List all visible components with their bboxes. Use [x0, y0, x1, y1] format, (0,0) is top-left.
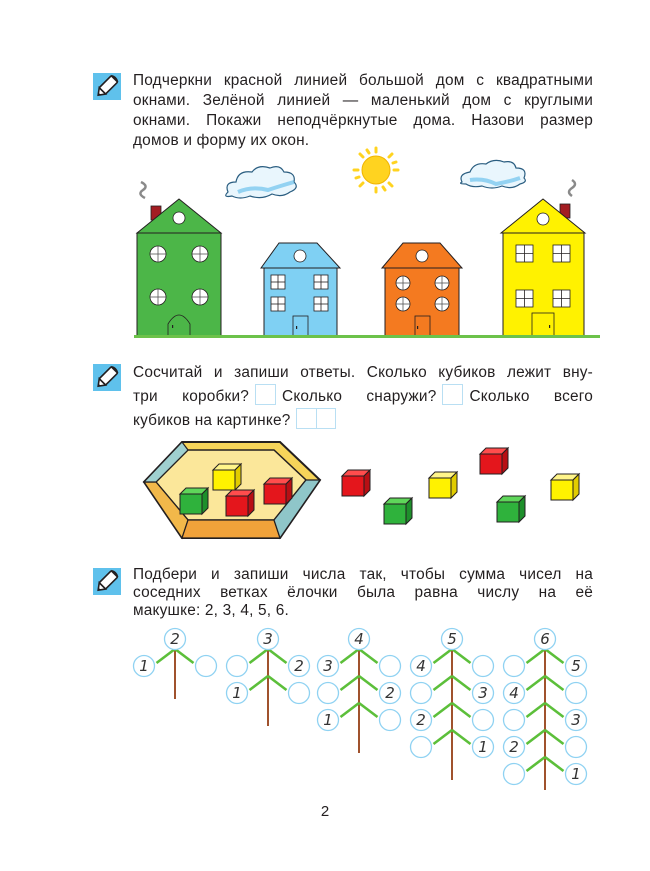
cube-yellow — [213, 464, 241, 490]
tree-top-circle[interactable] — [258, 629, 279, 650]
fir-tree — [318, 629, 401, 754]
question-total: Сколько всего — [469, 388, 593, 405]
branch-circle-right[interactable] — [566, 656, 587, 677]
tree-top-circle[interactable] — [349, 629, 370, 650]
svg-text:2: 2 — [509, 738, 519, 756]
task-1 — [93, 71, 593, 151]
svg-text:3: 3 — [323, 657, 333, 675]
branch-circle-right[interactable] — [566, 764, 587, 785]
svg-text:4: 4 — [416, 657, 426, 675]
branch-circle-left[interactable] — [318, 656, 339, 677]
task-text-line: окнами. Покажи неподчёркнутые дома. Назови размер — [133, 112, 593, 129]
cube-red — [342, 470, 370, 496]
cube-green — [497, 496, 525, 522]
fir-tree — [227, 629, 310, 727]
svg-text:1: 1 — [571, 765, 581, 783]
page-number: 2 — [320, 803, 330, 820]
task-3 — [93, 566, 593, 626]
cloud-icon — [461, 160, 526, 188]
answer-box-inside[interactable] — [255, 384, 276, 405]
branch-circle-left[interactable] — [411, 710, 432, 731]
task-text-line: Подбери и запиши числа так, чтобы сумма чисел на — [133, 566, 593, 583]
task-text-line — [133, 408, 593, 432]
svg-text:2: 2 — [416, 711, 426, 729]
svg-text:2: 2 — [385, 684, 395, 702]
branch-circle-right[interactable] — [566, 737, 587, 758]
pencil-icon — [93, 568, 121, 595]
branch-circle-right[interactable] — [380, 656, 401, 677]
houses-illustration — [120, 140, 600, 340]
cube-red — [264, 478, 292, 504]
fir-tree — [504, 629, 587, 791]
house-blue-small — [261, 243, 340, 336]
branch-circle-left[interactable] — [411, 683, 432, 704]
tree-top-circle[interactable] — [442, 629, 463, 650]
branch-circle-left[interactable] — [134, 656, 155, 677]
cube-yellow — [429, 472, 457, 498]
branch-circle-left[interactable] — [504, 656, 525, 677]
branch-circle-left[interactable] — [504, 737, 525, 758]
cloud-icon — [226, 167, 297, 198]
task-3-text — [133, 566, 593, 620]
task-text-line: Сосчитай и запиши ответы. Сколько кубиков лежит вну- — [133, 364, 593, 381]
branch-circle-right[interactable] — [380, 683, 401, 704]
task-text-line: макушке: 2, 3, 4, 5, 6. — [133, 602, 289, 619]
branch-circle-left[interactable] — [227, 683, 248, 704]
svg-text:2: 2 — [294, 657, 304, 675]
task-2 — [93, 362, 593, 428]
svg-text:4: 4 — [509, 684, 519, 702]
fir-tree — [411, 629, 494, 781]
task-text-line: Подчеркни красной линией большой дом с квадратными — [133, 72, 593, 89]
cube-yellow — [551, 474, 579, 500]
task-text-line: домов и форму их окон. — [133, 132, 310, 149]
branch-circle-left[interactable] — [504, 710, 525, 731]
branch-circle-right[interactable] — [473, 656, 494, 677]
pencil-icon — [93, 364, 121, 391]
svg-text:5: 5 — [571, 657, 581, 675]
task-text-line: окнами. Зелёной линией — маленький дом с круглыми — [133, 92, 593, 109]
svg-text:1: 1 — [323, 711, 333, 729]
branch-circle-right[interactable] — [380, 710, 401, 731]
branch-circle-left[interactable] — [227, 656, 248, 677]
task-text-line — [133, 384, 593, 408]
house-yellow-big — [501, 180, 585, 336]
branch-circle-right[interactable] — [566, 683, 587, 704]
answer-box-outside[interactable] — [442, 384, 463, 405]
svg-text:5: 5 — [447, 630, 457, 648]
branch-circle-right[interactable] — [473, 710, 494, 731]
branch-circle-right[interactable] — [289, 683, 310, 704]
question-total-cont: кубиков на картинке? — [133, 412, 291, 429]
branch-circle-right[interactable] — [289, 656, 310, 677]
cube-green — [384, 498, 412, 524]
sun-icon — [354, 148, 398, 192]
question-inside: три коробки? — [133, 388, 249, 405]
pencil-icon — [93, 73, 121, 100]
branch-circle-left[interactable] — [411, 737, 432, 758]
svg-text:1: 1 — [139, 657, 149, 675]
ground-line — [134, 335, 600, 338]
cube-green — [180, 488, 208, 514]
cubes-illustration — [130, 430, 590, 540]
branch-circle-right[interactable] — [566, 710, 587, 731]
trees-illustration — [120, 622, 600, 792]
answer-box-total[interactable] — [296, 408, 336, 429]
task-2-text — [133, 362, 593, 432]
task-text-line: соседних ветках ёлочки была равна числу на её — [133, 584, 593, 601]
branch-circle-right[interactable] — [473, 737, 494, 758]
branch-circle-left[interactable] — [318, 710, 339, 731]
svg-text:6: 6 — [540, 630, 550, 648]
task-1-text — [133, 71, 593, 151]
svg-text:1: 1 — [478, 738, 488, 756]
branch-circle-left[interactable] — [318, 683, 339, 704]
branch-circle-left[interactable] — [504, 683, 525, 704]
branch-circle-left[interactable] — [504, 764, 525, 785]
tree-top-circle[interactable] — [165, 629, 186, 650]
svg-text:4: 4 — [354, 630, 364, 648]
svg-text:2: 2 — [170, 630, 180, 648]
cube-red — [226, 490, 254, 516]
svg-text:1: 1 — [232, 684, 242, 702]
branch-circle-left[interactable] — [411, 656, 432, 677]
branch-circle-right[interactable] — [473, 683, 494, 704]
question-outside: Сколько снаружи? — [282, 388, 437, 405]
svg-text:3: 3 — [263, 630, 273, 648]
fir-tree — [134, 629, 217, 700]
svg-text:3: 3 — [478, 684, 488, 702]
house-orange-small — [382, 243, 462, 336]
cube-red — [480, 448, 508, 474]
house-green-big — [137, 182, 221, 336]
branch-circle-right[interactable] — [196, 656, 217, 677]
tree-top-circle[interactable] — [535, 629, 556, 650]
svg-text:3: 3 — [571, 711, 581, 729]
